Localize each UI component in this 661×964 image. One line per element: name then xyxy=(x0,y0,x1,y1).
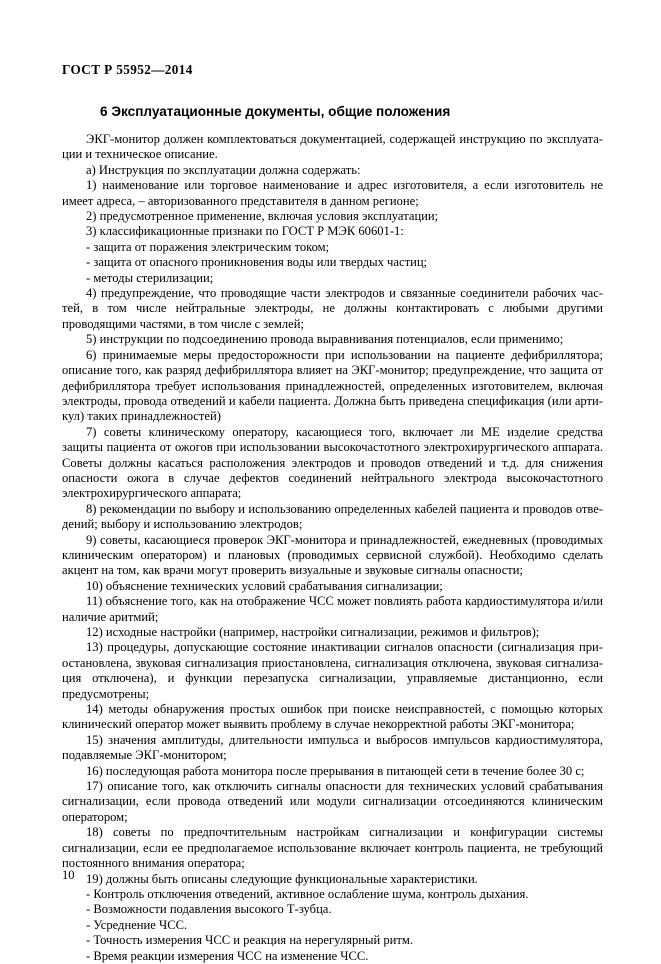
paragraph: 5) инструкции по подсоединению провода выравнивания потенциалов, если применимо; xyxy=(86,332,564,347)
paragraph: а) Инструкция по эксплуатации должна содержать: xyxy=(86,162,361,177)
paragraph: 10) объяснение технических условий срабатывания сигнализации; xyxy=(86,578,443,593)
page-number: 10 xyxy=(62,868,75,882)
paragraph: 8) рекомендации по выбору и использованию определенных кабелей пациента и проводов отведений; выбору и использованию электродов; xyxy=(62,501,603,532)
paragraph: 13) процедуры, допускающие состояние инактивации сигналов опасности (сигнализация приостановлена, звуковая сигнализация приостановлена, сигнализация отключена, звуковая сигнализация отключена), и функции перезапуска сигнализации, управляемые дистанционно, если предусмотрены; xyxy=(62,640,603,701)
paragraph: 18) советы по предпочтительным настройкам сигнализации и конфигурации системы сигнализации, если ее предполагаемое использование включает контроль пациента, не требующий постоянного внимания оператора; xyxy=(62,825,603,871)
body-text xyxy=(62,132,603,964)
paragraph: 9) советы, касающиеся проверок ЭКГ-монитора и принадлежностей, ежедневных (проводимых клиническим оператором) и плановых (проводимых сервисной службой). Необходимо сделать акцент на том, как врачи могут проверить визуальные и звуковые сигналы опасности; xyxy=(62,532,603,578)
paragraph: 16) последующая работа монитора после прерывания в питающей сети в течение более 30 с; xyxy=(86,763,585,778)
list-item: - Усреднение ЧСС. xyxy=(86,917,188,932)
paragraph: 6) принимаемые меры предосторожности при использовании на пациенте дефибриллятора; описание того, как разряд дефибриллятора влияет на ЭКГ-монитор; предупреждение, что защита от дефибриллятора требует использования принадлежностей, определенных изготовителем, включая электроды, провода отведений и кабели пациента. Должна быть приведена спецификация (или артикул) таких принадлежностей) xyxy=(62,347,603,424)
section-title: 6 Эксплуатационные документы, общие положения xyxy=(100,104,451,119)
paragraph: 15) значения амплитуды, длительности импульса и выбросов импульсов кардиостимулятора, подавляемые ЭКГ-монитором; xyxy=(62,732,603,763)
paragraph: 4) предупреждение, что проводящие части электродов и связанные соединители рабочих частей, в том числе нейтральные электроды, не должны контактировать с любыми другими проводящими частями, в том числе с землей; xyxy=(62,286,603,331)
list-item: - защита от опасного проникновения воды или твердых частиц; xyxy=(86,255,428,270)
paragraph: 7) советы клиническому оператору, касающиеся того, включает ли МЕ изделие средства защиты пациента от ожогов при использовании высокочастотного электрохирургического аппарата. Советы должны касаться расположения электродов и проводов отведений и т.д. для снижения опасности ожога в случае дефектов соединений нейтрального электрода высокочастотного электрохирургического аппарата; xyxy=(62,424,603,501)
paragraph: 2) предусмотренное применение, включая условия эксплуатации; xyxy=(86,209,439,224)
paragraph: ЭКГ-монитор должен комплектоваться документацией, содержащей инструкцию по эксплуатации и техническое описание. xyxy=(62,132,603,162)
standard-header: ГОСТ Р 55952—2014 xyxy=(62,62,193,77)
list-item: - Контроль отключения отведений, активное ослабление шума, контроль дыхания. xyxy=(86,886,529,901)
paragraph: 17) описание того, как отключить сигналы опасности для технических условий срабатывания сигнализации, если провода отведений или модули сигнализации отсоединяются клиническим оператором; xyxy=(62,779,603,824)
paragraph: 1) наименование или торговое наименование и адрес изготовителя, а если изготовитель не имеет адреса, – авторизованного представителя в данном регионе; xyxy=(62,178,603,208)
list-item: - защита от поражения электрическим током; xyxy=(86,239,330,254)
paragraph: 12) исходные настройки (например, настройки сигнализации, режимов и фильтров); xyxy=(86,625,540,639)
list-item: - Время реакции измерения ЧСС на изменение ЧСС. xyxy=(86,948,369,963)
list-item: - методы стерилизации; xyxy=(86,270,214,285)
paragraph: 11) объяснение того, как на отображение ЧСС может повлиять работа кардиостимулятора и/или наличие аритмий; xyxy=(62,594,603,624)
list-item: - Возможности подавления высокого Т-зубца. xyxy=(86,902,332,917)
paragraph: 14) методы обнаружения простых ошибок при поиске неисправностей, с помощью которых клинический оператор может выявить проблему в случае некорректной работы ЭКГ-монитора; xyxy=(62,702,603,732)
list-item: - Точность измерения ЧСС и реакция на нерегулярный ритм. xyxy=(86,933,414,948)
paragraph: 3) классификационные признаки по ГОСТ Р МЭК 60601-1: xyxy=(86,224,404,239)
paragraph: 19) должны быть описаны следующие функциональные характеристики. xyxy=(86,871,478,886)
